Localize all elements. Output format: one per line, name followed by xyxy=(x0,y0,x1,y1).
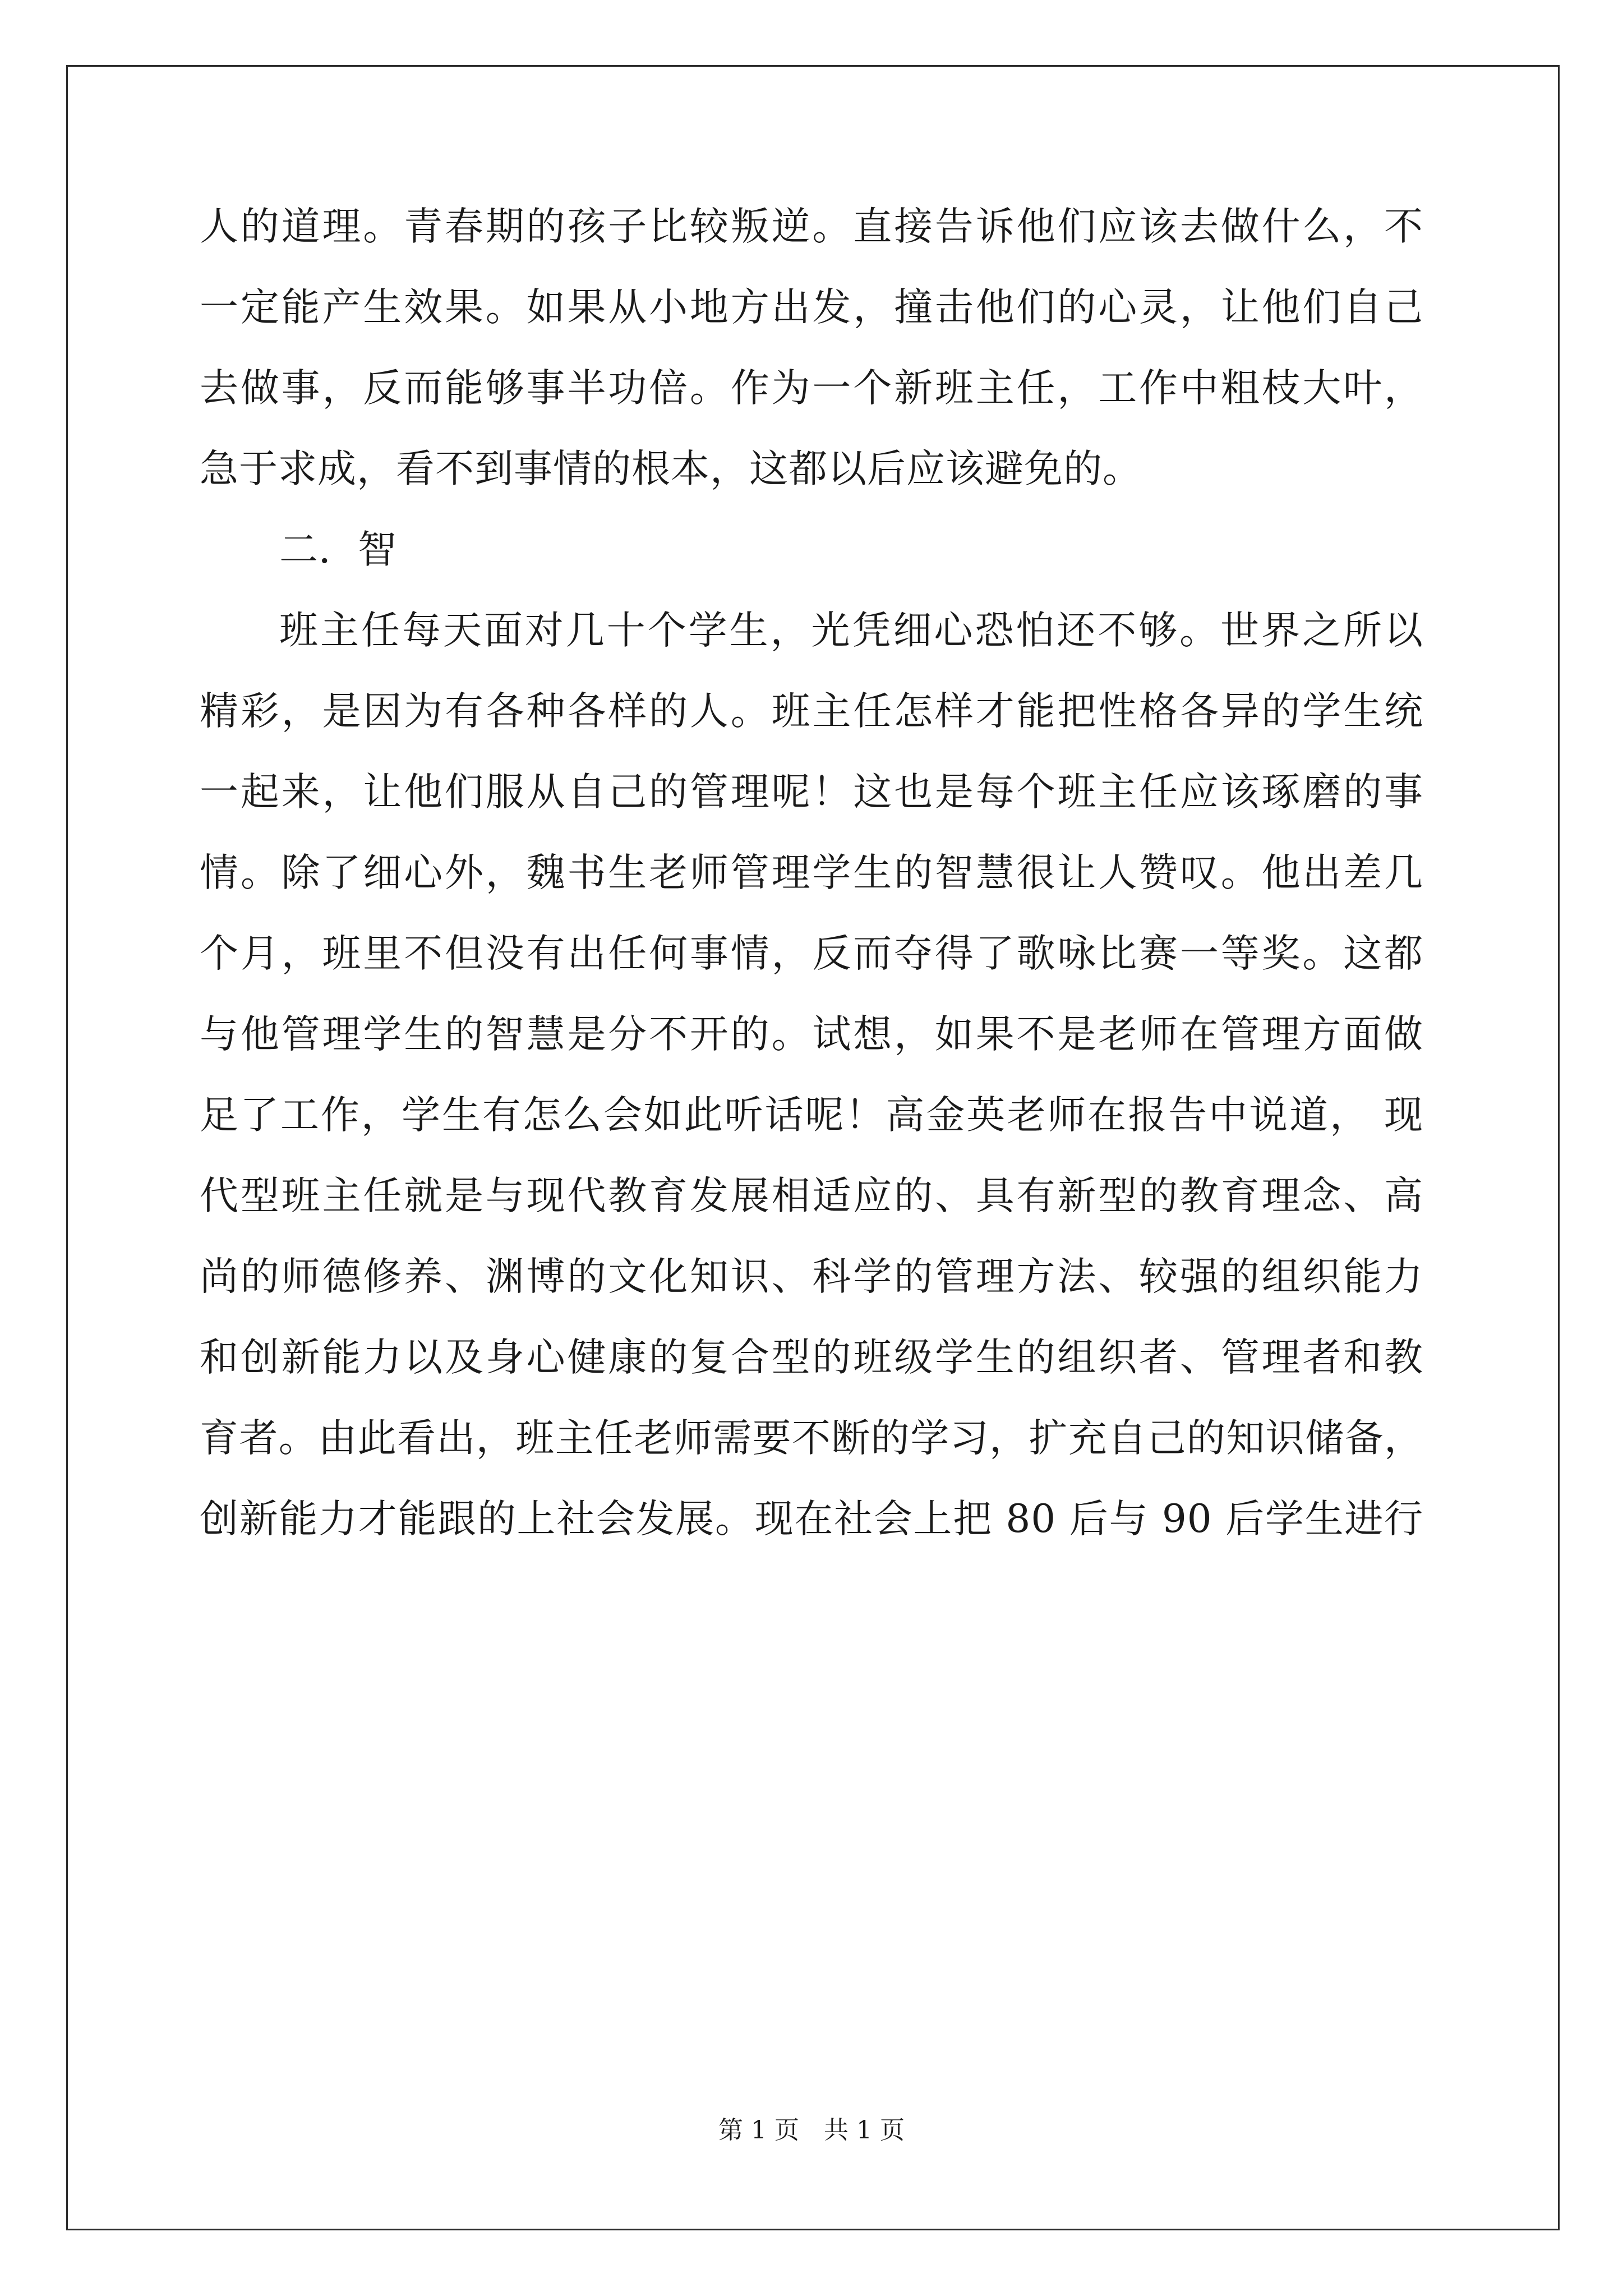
paragraph-line: 和创新能力以及身心健康的复合型的班级学生的组织者、管理者和教 xyxy=(200,1335,1423,1380)
paragraph-line: 一起来，让他们服从自己的管理呢！这也是每个班主任应该琢磨的事 xyxy=(200,770,1423,815)
page-number-footer: 第 1 页 共 1 页 xyxy=(718,2116,905,2145)
paragraph-line: 去做事，反而能够事半功倍。作为一个新班主任，工作中粗枝大叶， xyxy=(200,366,1423,411)
paragraph-line: 班主任每天面对几十个学生，光凭细心恐怕还不够。世界之所以 xyxy=(279,608,1423,653)
paragraph-line: 尚的师德修养、渊博的文化知识、科学的管理方法、较强的组织能力 xyxy=(200,1254,1423,1299)
paragraph-line: 创新能力才能跟的上社会发展。现在社会上把 80 后与 90 后学生进行 xyxy=(200,1497,1423,1542)
paragraph-line: 一定能产生效果。如果从小地方出发，撞击他们的心灵，让他们自己 xyxy=(200,285,1423,330)
document-body xyxy=(200,186,1423,1559)
paragraph-line: 人的道理。青春期的孩子比较叛逆。直接告诉他们应该去做什么，不 xyxy=(200,204,1423,249)
paragraph-line: 代型班主任就是与现代教育发展相适应的、具有新型的教育理念、高 xyxy=(200,1174,1423,1218)
paragraph-line: 个月，班里不但没有出任何事情，反而夺得了歌咏比赛一等奖。这都 xyxy=(200,931,1423,976)
paragraph-line: 与他管理学生的智慧是分不开的。试想，如果不是老师在管理方面做 xyxy=(200,1012,1423,1057)
paragraph-line: 精彩，是因为有各种各样的人。班主任怎样才能把性格各异的学生统 xyxy=(200,689,1423,734)
paragraph-line: 急于求成，看不到事情的根本，这都以后应该避免的。 xyxy=(200,447,1142,491)
paragraph-line: 足了工作，学生有怎么会如此听话呢！高金英老师在报告中说道， 现 xyxy=(200,1093,1423,1138)
section-heading: 二．智 xyxy=(279,527,397,572)
paragraph-line: 育者。由此看出，班主任老师需要不断的学习，扩充自己的知识储备， xyxy=(200,1416,1423,1461)
paragraph-line: 情。除了细心外，魏书生老师管理学生的智慧很让人赞叹。他出差几 xyxy=(200,850,1423,895)
